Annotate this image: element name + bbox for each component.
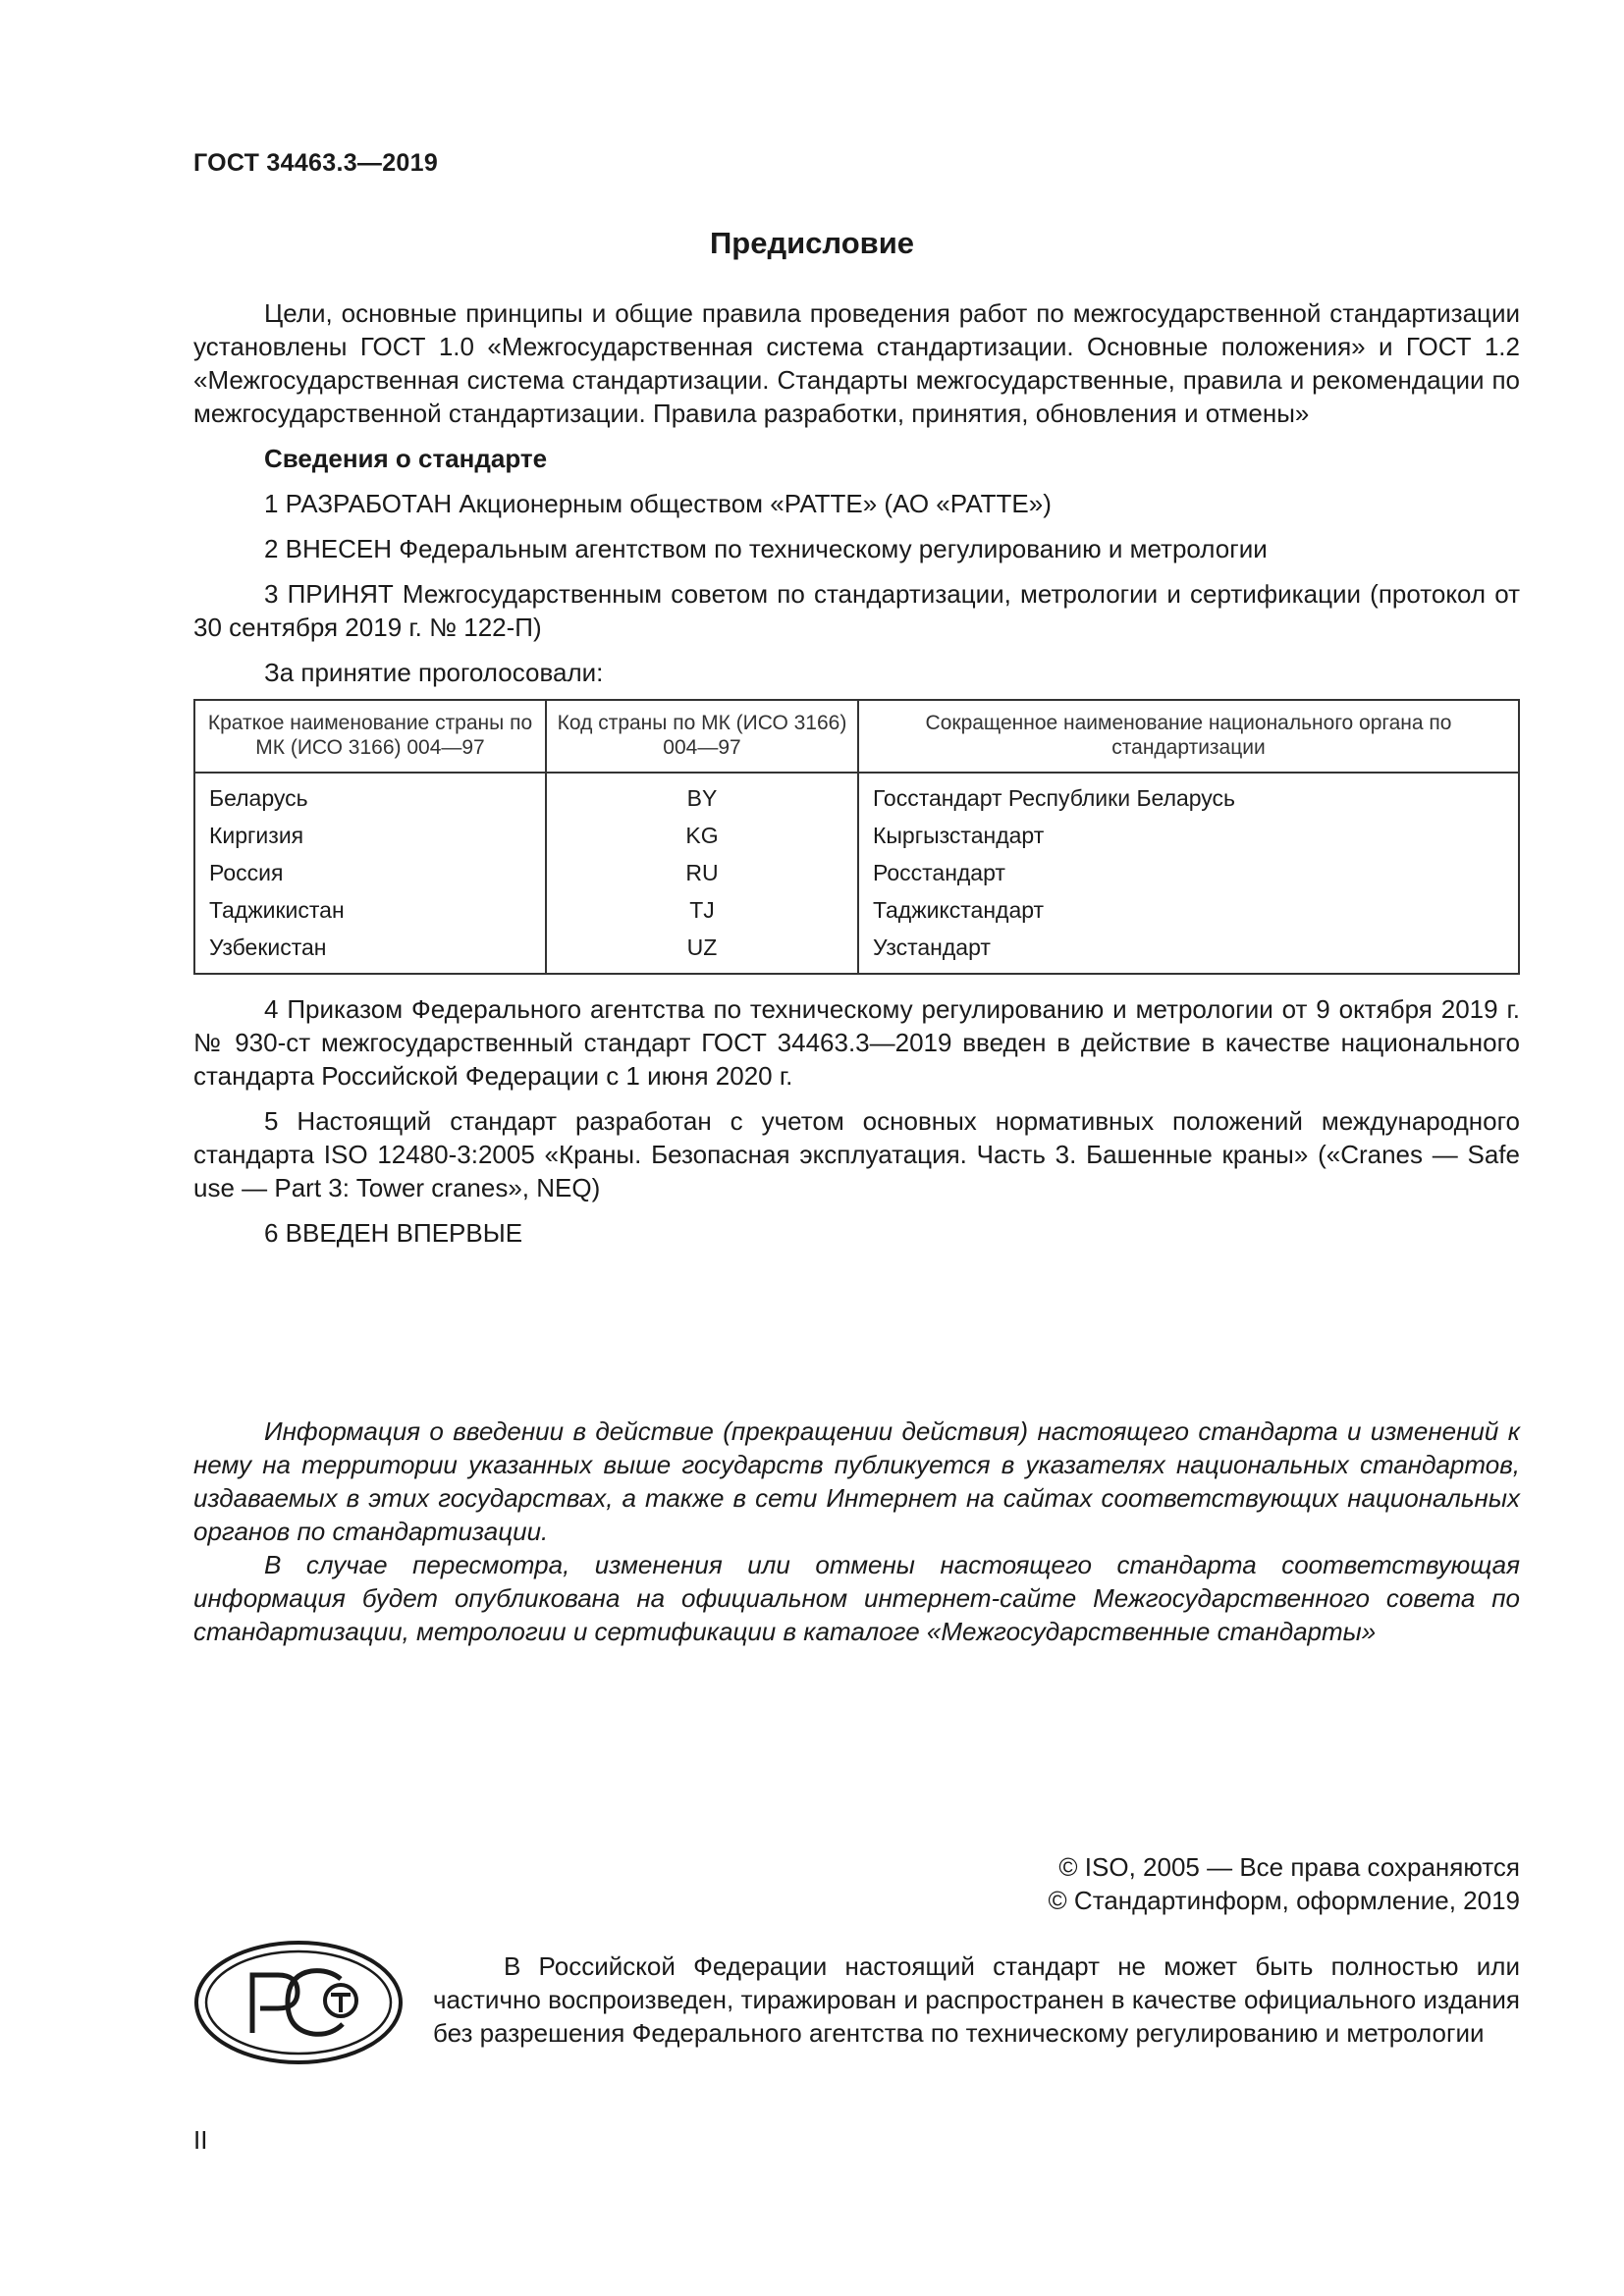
rights-paragraph: В Российской Федерации настоящий стандарт не может быть полностью или частично воспроизведен, тиражирован и распространен в качестве официального издания без разрешения Федерального агентства по техническому регулированию и метрологии — [433, 1951, 1520, 2048]
cell-body: Кыргызстандарт — [858, 818, 1519, 855]
cell-body: Росстандарт — [858, 855, 1519, 892]
info-paragraph: Информация о введении в действие (прекращении действия) настоящего стандарта и изменений к нему на территории указанных выше государств публикуется в указателях национальных стандартов, издаваемых в этих государствах, а также в сети Интернет на сайтах соответствующих национальных органов по стандартизации. — [193, 1416, 1520, 1546]
page-title: Предисловие — [709, 226, 914, 260]
table-row — [194, 892, 1519, 930]
cell-code: TJ — [546, 892, 858, 930]
rst-certification-mark-icon — [193, 1940, 404, 2065]
item-adopted: 3 ПРИНЯТ Межгосударственным советом по стандартизации, метрологии и сертификации (протокол от 30 сентября 2019 г. № 122-П) — [193, 579, 1520, 642]
cell-body: Госстандарт Республики Беларусь — [858, 773, 1519, 818]
votes-table-header — [194, 700, 1519, 773]
copyright-standartinform: © Стандартинформ, оформление, 2019 — [1048, 1886, 1520, 1915]
item-order: 4 Приказом Федерального агентства по техническому регулированию и метрологии от 9 октября 2019 г. № 930-ст межгосударственный стандарт ГОСТ 34463.3—2019 введен в действие в качестве национального стандарта Российской Федерации с 1 июня 2020 г. — [193, 994, 1520, 1091]
cell-country: Киргизия — [194, 818, 546, 855]
rights-notice — [433, 1949, 1520, 2050]
page-number: II — [193, 2125, 208, 2155]
item-introduced: 2 ВНЕСЕН Федеральным агентством по техническому регулированию и метрологии — [264, 534, 1268, 563]
header-body: Сокращенное наименование национального органа по стандартизации — [858, 700, 1519, 773]
votes-intro: За принятие проголосовали: — [264, 658, 604, 687]
item-first-time: 6 ВВЕДЕН ВПЕРВЫЕ — [264, 1218, 523, 1248]
copyright-iso: © ISO, 2005 — Все права сохраняются — [1058, 1852, 1520, 1882]
item-basis: 5 Настоящий стандарт разработан с учетом основных нормативных положений международного стандарта ISO 12480-3:2005 «Краны. Безопасная эксплуатация. Часть 3. Башенные краны» («Cranes — Safe use — Part 3: Tower cranes», NEQ) — [193, 1106, 1520, 1202]
cell-country: Таджикистан — [194, 892, 546, 930]
info-paragraph: В случае пересмотра, изменения или отмены настоящего стандарта соответствующая информация будет опубликована на официальном интернет-сайте Межгосударственного совета по стандартизации, метрологии и сертификации в каталоге «Межгосударственные стандарты» — [193, 1550, 1520, 1646]
votes-table — [193, 699, 1520, 975]
intro-paragraph: Цели, основные принципы и общие правила проведения работ по межгосударственной стандартизации установлены ГОСТ 1.0 «Межгосударственная система стандартизации. Основные положения» и ГОСТ 1.2 «Межгосударственная система стандартизации. Стандарты межгосударственные, правила и рекомендации по межгосударственной стандартизации. Правила разработки, принятия, обновления и отмены» — [193, 298, 1520, 428]
header-country: Краткое наименование страны по МК (ИСО 3166) 004—97 — [194, 700, 546, 773]
document-code: ГОСТ 34463.3—2019 — [193, 149, 439, 177]
item-developed: 1 РАЗРАБОТАН Акционерным обществом «РАТТЕ» (АО «РАТТЕ») — [264, 489, 1052, 518]
cell-body: Узстандарт — [858, 930, 1519, 974]
table-row — [194, 930, 1519, 974]
table-row — [194, 773, 1519, 818]
cell-code: BY — [546, 773, 858, 818]
cell-country: Узбекистан — [194, 930, 546, 974]
cell-body: Таджикстандарт — [858, 892, 1519, 930]
section-heading: Сведения о стандарте — [264, 444, 548, 473]
foreword-body — [193, 296, 1520, 1250]
cell-country: Россия — [194, 855, 546, 892]
copyright-block — [1049, 1850, 1520, 1917]
table-row — [194, 818, 1519, 855]
cell-code: RU — [546, 855, 858, 892]
cell-code: UZ — [546, 930, 858, 974]
header-code: Код страны по МК (ИСО 3166) 004—97 — [546, 700, 858, 773]
cell-code: KG — [546, 818, 858, 855]
cell-country: Беларусь — [194, 773, 546, 818]
info-block — [193, 1415, 1520, 1648]
table-row — [194, 855, 1519, 892]
